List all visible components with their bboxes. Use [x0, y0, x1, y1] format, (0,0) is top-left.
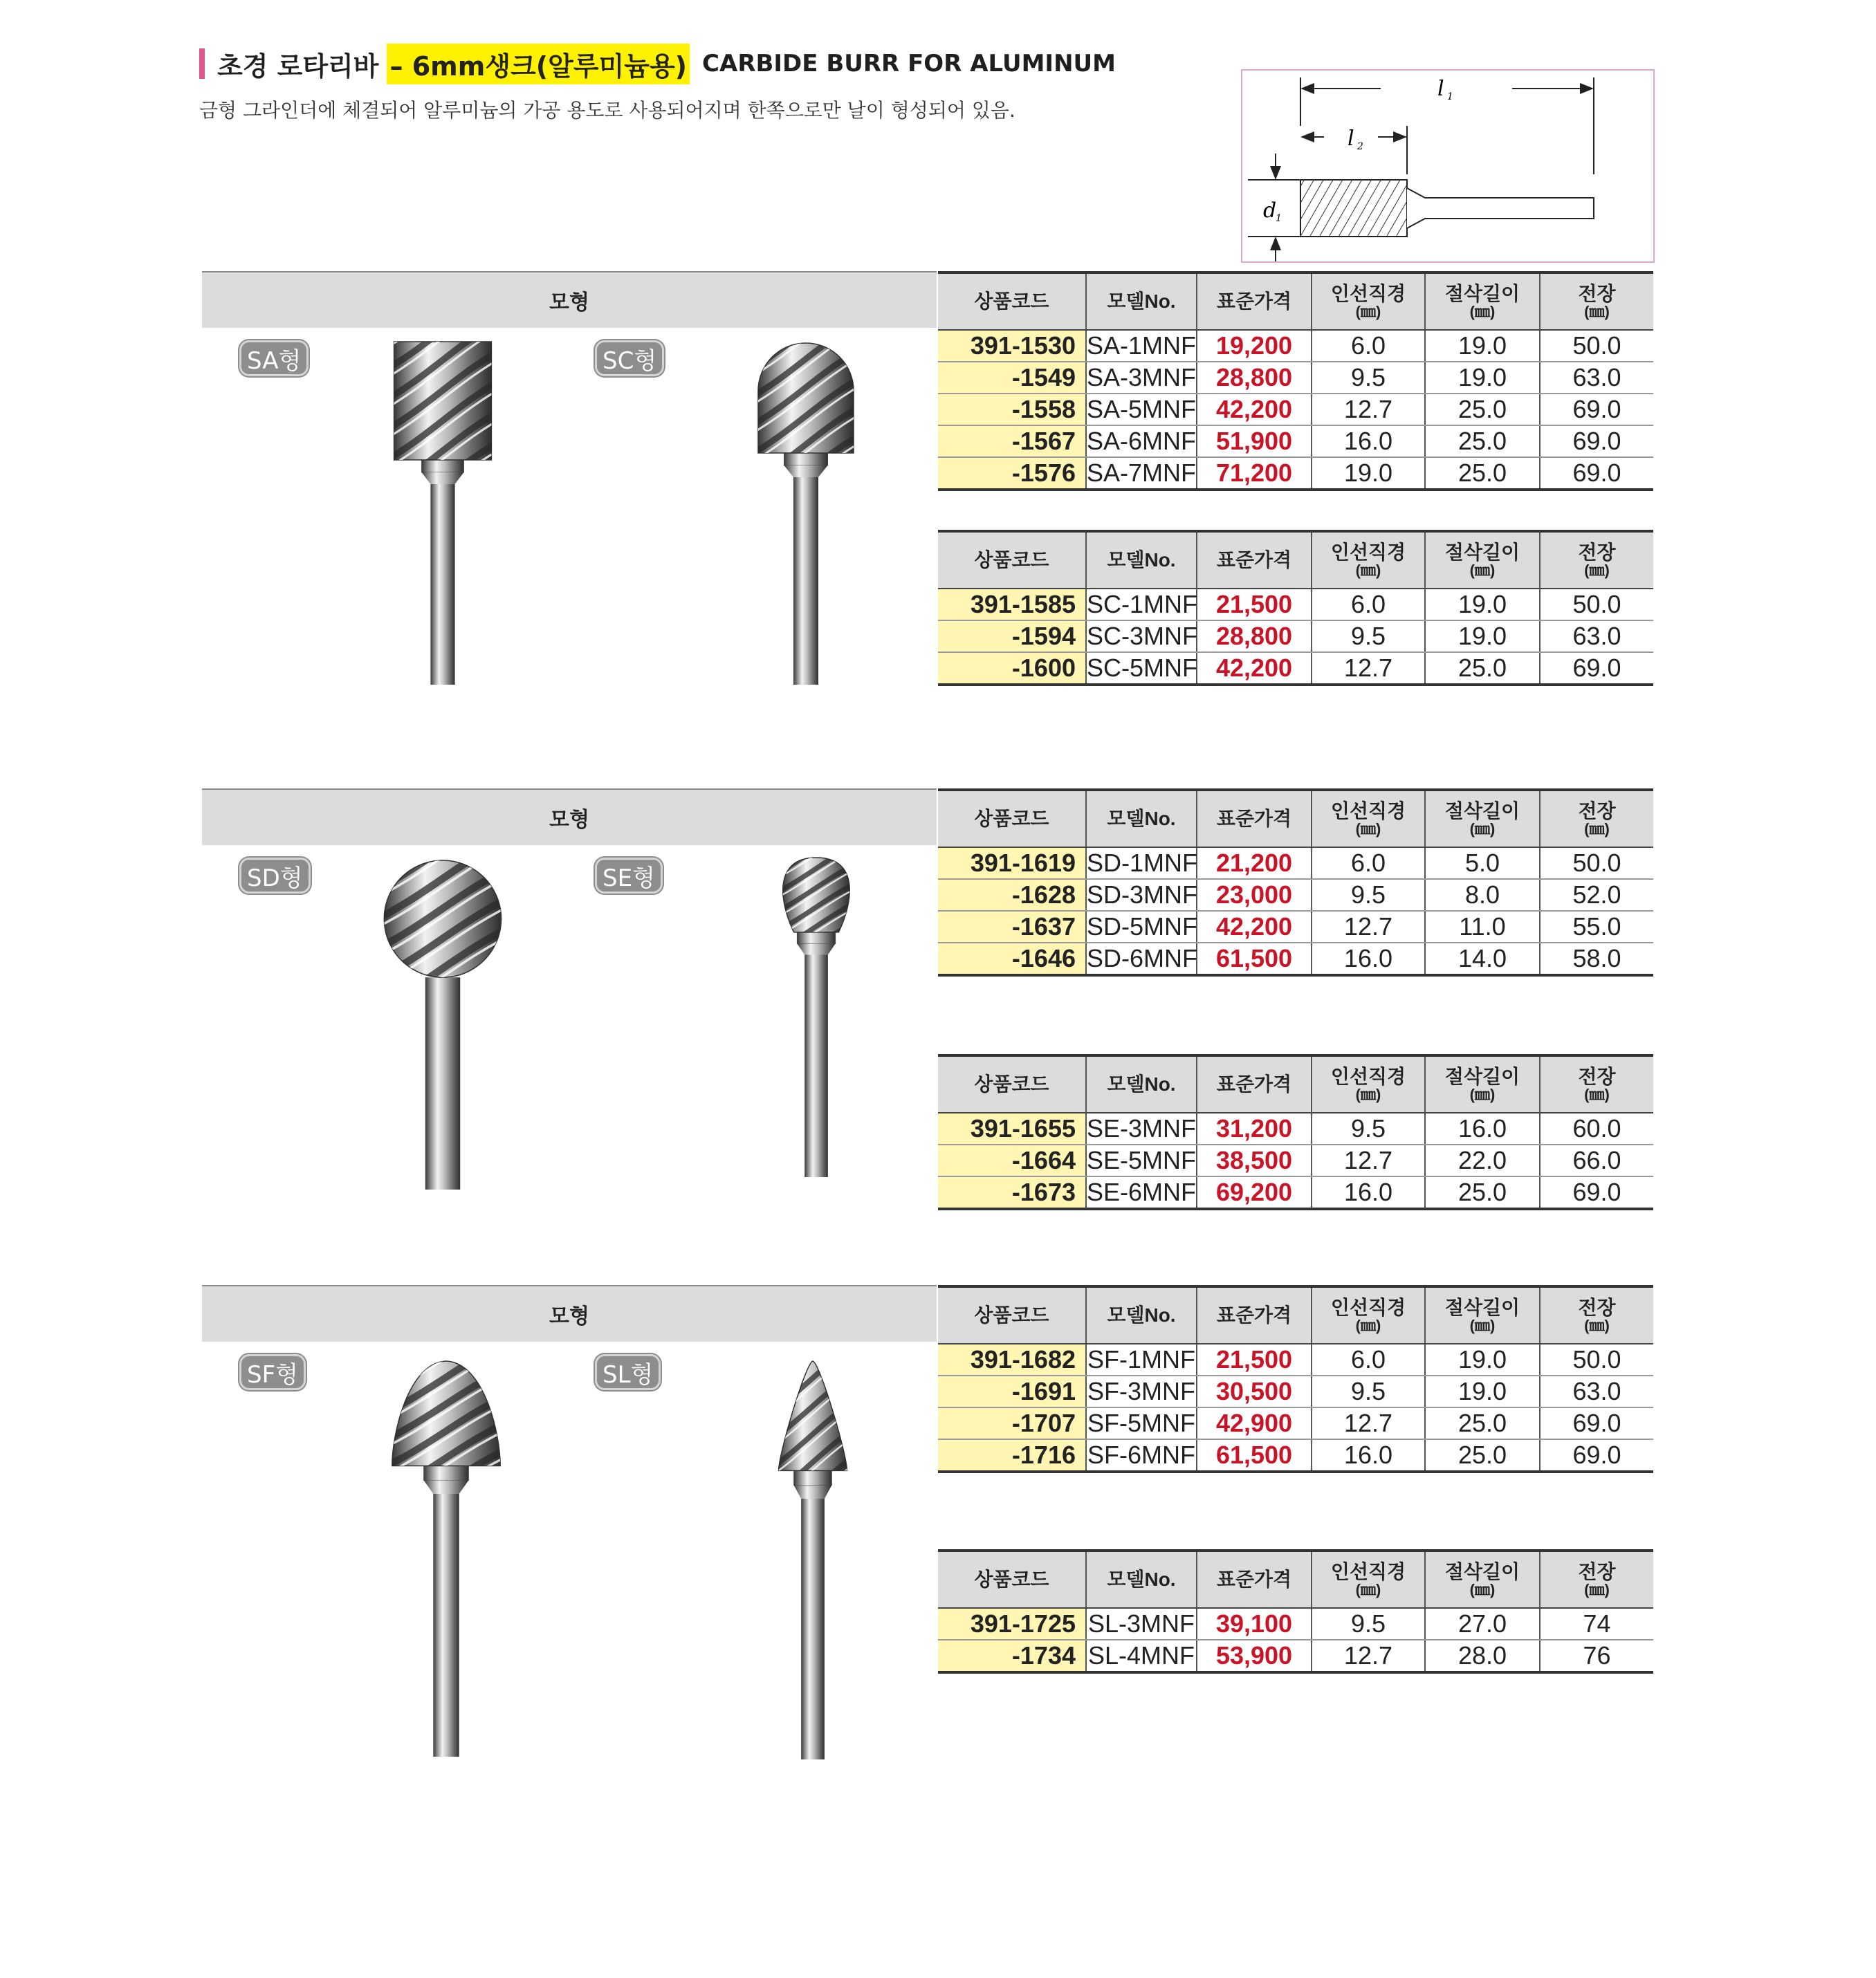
cell-dia: 16.0: [1312, 425, 1425, 457]
column-label: 모델No.: [1107, 549, 1176, 571]
column-header-code: [938, 272, 1086, 330]
column-header-code: [938, 790, 1086, 847]
column-label: 표준가격: [1216, 1304, 1292, 1327]
spec-table-sl: [938, 1549, 1653, 1674]
column-label: 모델No.: [1107, 808, 1176, 830]
table-header-row: [938, 790, 1653, 847]
cell-len: 55.0: [1540, 911, 1653, 943]
table-row: [938, 457, 1653, 490]
cell-price: 69,200: [1197, 1176, 1312, 1209]
cell-cut: 25.0: [1425, 394, 1540, 425]
cell-model: SA-6MNF: [1086, 425, 1197, 457]
sc-burr-image: [754, 339, 858, 685]
cell-len: 69.0: [1540, 1407, 1653, 1439]
cell-cut: 11.0: [1425, 911, 1540, 943]
cell-dia: 12.7: [1312, 1145, 1425, 1176]
burr-drawing: [768, 1358, 858, 1759]
cell-model: SA-5MNF: [1086, 394, 1197, 425]
cell-model: SD-5MNF: [1086, 911, 1197, 943]
column-label: 표준가격: [1216, 808, 1292, 830]
cell-len: 69.0: [1540, 652, 1653, 685]
cell-cut: 19.0: [1425, 362, 1540, 394]
column-header-dia: [1312, 272, 1425, 330]
burr-dimension-drawing: [1242, 71, 1653, 261]
burr-drawing: [754, 339, 858, 685]
column-label: 절삭길이: [1444, 541, 1520, 563]
column-header-cut: [1425, 272, 1540, 330]
column-header-price: [1197, 1055, 1312, 1113]
column-label: 전장: [1578, 1560, 1616, 1582]
cell-dia: 19.0: [1312, 457, 1425, 490]
column-header-code: [938, 531, 1086, 589]
cell-dia: 16.0: [1312, 1439, 1425, 1472]
cell-len: 50.0: [1540, 589, 1653, 620]
cell-model: SD-6MNF: [1086, 943, 1197, 975]
column-unit: (㎜): [1355, 1317, 1381, 1335]
column-header-cut: [1425, 1055, 1540, 1113]
sd-burr-image: [380, 858, 505, 1190]
cell-code: 391-1530: [938, 330, 1086, 362]
column-header-code: [938, 1551, 1086, 1608]
table-header-row: [938, 531, 1653, 589]
cell-model: SE-5MNF: [1086, 1145, 1197, 1176]
cell-dia: 9.5: [1312, 879, 1425, 911]
table-row: [938, 1113, 1653, 1145]
cell-dia: 6.0: [1312, 1344, 1425, 1376]
column-label: 상품코드: [974, 549, 1049, 571]
cell-cut: 25.0: [1425, 457, 1540, 490]
cell-cut: 25.0: [1425, 652, 1540, 685]
cell-price: 42,200: [1197, 652, 1312, 685]
table-row: [938, 879, 1653, 911]
badge-sa: SA형: [239, 340, 309, 376]
cell-price: 30,500: [1197, 1376, 1312, 1407]
spec-table-sd: [938, 788, 1653, 977]
cell-price: 61,500: [1197, 943, 1312, 975]
cell-code: -1673: [938, 1176, 1086, 1209]
cell-code: -1716: [938, 1439, 1086, 1472]
column-label: 상품코드: [974, 1304, 1049, 1327]
table-header-row: [938, 1551, 1653, 1608]
cell-cut: 25.0: [1425, 1439, 1540, 1472]
se-burr-image: [775, 855, 858, 1177]
cell-len: 50.0: [1540, 330, 1653, 362]
column-label: 표준가격: [1216, 1569, 1292, 1591]
cell-cut: 5.0: [1425, 847, 1540, 879]
table-row: [938, 911, 1653, 943]
column-label: 모델No.: [1107, 1073, 1176, 1096]
column-label: 상품코드: [974, 1073, 1049, 1096]
column-unit: (㎜): [1355, 562, 1381, 580]
cell-model: SC-5MNF: [1086, 652, 1197, 685]
cell-len: 50.0: [1540, 1344, 1653, 1376]
column-unit: (㎜): [1355, 303, 1381, 321]
column-unit: (㎜): [1584, 1317, 1610, 1335]
table-row: [938, 394, 1653, 425]
cell-len: 69.0: [1540, 1439, 1653, 1472]
cell-price: 42,200: [1197, 394, 1312, 425]
dimension-diagram: [1241, 69, 1655, 263]
cell-code: -1664: [938, 1145, 1086, 1176]
cell-code: -1707: [938, 1407, 1086, 1439]
column-label: 절삭길이: [1444, 282, 1520, 304]
column-unit: (㎜): [1469, 1581, 1496, 1599]
cell-model: SC-3MNF: [1086, 620, 1197, 652]
cell-model: SF-1MNF: [1086, 1344, 1197, 1376]
column-header-code: [938, 1286, 1086, 1344]
cell-cut: 28.0: [1425, 1640, 1540, 1672]
cell-code: -1567: [938, 425, 1086, 457]
cell-model: SA-1MNF: [1086, 330, 1197, 362]
column-label: 인선직경: [1330, 1296, 1406, 1318]
cell-dia: 9.5: [1312, 1113, 1425, 1145]
table-row: [938, 1145, 1653, 1176]
title-accent-bar: [199, 48, 205, 79]
cell-cut: 14.0: [1425, 943, 1540, 975]
table-row: [938, 589, 1653, 620]
cell-len: 66.0: [1540, 1145, 1653, 1176]
column-label: 모델No.: [1107, 290, 1176, 313]
cell-cut: 8.0: [1425, 879, 1540, 911]
cell-len: 50.0: [1540, 847, 1653, 879]
column-header-len: [1540, 790, 1653, 847]
cell-price: 39,100: [1197, 1608, 1312, 1640]
cell-code: -1646: [938, 943, 1086, 975]
spec-table-sf: [938, 1285, 1653, 1473]
cell-code: -1594: [938, 620, 1086, 652]
cell-cut: 27.0: [1425, 1608, 1540, 1640]
column-label: 인선직경: [1330, 799, 1406, 822]
cell-code: -1600: [938, 652, 1086, 685]
column-label: 모델No.: [1107, 1304, 1176, 1327]
cell-model: SL-3MNF: [1086, 1608, 1197, 1640]
column-label: 인선직경: [1330, 1065, 1406, 1087]
badge-sl: SL형: [595, 1354, 661, 1390]
title-korean: 초경 로타리바: [217, 50, 379, 82]
cell-dia: 12.7: [1312, 911, 1425, 943]
cell-dia: 9.5: [1312, 362, 1425, 394]
column-unit: (㎜): [1469, 562, 1496, 580]
cell-price: 42,200: [1197, 911, 1312, 943]
column-header-model: [1086, 272, 1197, 330]
cell-len: 63.0: [1540, 362, 1653, 394]
column-label: 표준가격: [1216, 549, 1292, 571]
column-label: 절삭길이: [1444, 1065, 1520, 1087]
column-unit: (㎜): [1584, 303, 1610, 321]
cell-dia: 12.7: [1312, 1640, 1425, 1672]
badge-se: SE형: [595, 858, 663, 894]
column-unit: (㎜): [1469, 303, 1496, 321]
column-header-cut: [1425, 790, 1540, 847]
column-label: 상품코드: [974, 1569, 1049, 1591]
badge-sc: SC형: [595, 340, 664, 376]
column-header-len: [1540, 531, 1653, 589]
column-header-len: [1540, 272, 1653, 330]
cell-price: 28,800: [1197, 362, 1312, 394]
column-label: 전장: [1578, 282, 1616, 304]
badge-sf: SF형: [239, 1354, 306, 1390]
cell-price: 31,200: [1197, 1113, 1312, 1145]
cell-len: 52.0: [1540, 879, 1653, 911]
cell-len: 58.0: [1540, 943, 1653, 975]
column-label: 모델No.: [1107, 1569, 1176, 1591]
column-unit: (㎜): [1469, 1086, 1496, 1104]
cell-cut: 25.0: [1425, 425, 1540, 457]
l2-label: l: [1348, 127, 1354, 151]
column-header-len: [1540, 1055, 1653, 1113]
column-header-dia: [1312, 1055, 1425, 1113]
column-label: 전장: [1578, 541, 1616, 563]
cell-price: 38,500: [1197, 1145, 1312, 1176]
table-row: [938, 943, 1653, 975]
sa-burr-image: [387, 339, 498, 685]
column-unit: (㎜): [1355, 1086, 1381, 1104]
cell-cut: 22.0: [1425, 1145, 1540, 1176]
column-header-dia: [1312, 531, 1425, 589]
cell-code: 391-1655: [938, 1113, 1086, 1145]
column-label: 표준가격: [1216, 290, 1292, 313]
column-unit: (㎜): [1584, 820, 1610, 838]
table-row: [938, 847, 1653, 879]
cell-price: 21,500: [1197, 589, 1312, 620]
burr-drawing: [387, 1358, 505, 1757]
burr-drawing: [775, 855, 858, 1177]
cell-model: SL-4MNF: [1086, 1640, 1197, 1672]
table-row: [938, 1439, 1653, 1472]
column-unit: (㎜): [1584, 1086, 1610, 1104]
cell-price: 71,200: [1197, 457, 1312, 490]
cell-code: -1558: [938, 394, 1086, 425]
column-header-cut: [1425, 1551, 1540, 1608]
column-header-price: [1197, 531, 1312, 589]
d1-subscript: 1: [1276, 213, 1282, 224]
cell-model: SF-5MNF: [1086, 1407, 1197, 1439]
column-label: 전장: [1578, 799, 1616, 822]
cell-model: SF-6MNF: [1086, 1439, 1197, 1472]
cell-code: -1691: [938, 1376, 1086, 1407]
model-header: 모형: [202, 788, 937, 845]
cell-model: SE-6MNF: [1086, 1176, 1197, 1209]
cell-cut: 16.0: [1425, 1113, 1540, 1145]
cell-dia: 16.0: [1312, 1176, 1425, 1209]
table-row: [938, 1344, 1653, 1376]
table-row: [938, 1376, 1653, 1407]
cell-model: SD-3MNF: [1086, 879, 1197, 911]
column-label: 전장: [1578, 1065, 1616, 1087]
l2-subscript: 2: [1357, 141, 1363, 152]
cell-model: SD-1MNF: [1086, 847, 1197, 879]
burr-drawing: [387, 339, 498, 685]
cell-code: -1576: [938, 457, 1086, 490]
title-english: CARBIDE BURR FOR ALUMINUM: [702, 50, 1116, 77]
cell-dia: 16.0: [1312, 943, 1425, 975]
cell-dia: 6.0: [1312, 847, 1425, 879]
cell-price: 23,000: [1197, 879, 1312, 911]
cell-model: SE-3MNF: [1086, 1113, 1197, 1145]
sf-burr-image: [387, 1358, 505, 1757]
cell-cut: 19.0: [1425, 1376, 1540, 1407]
cell-code: -1734: [938, 1640, 1086, 1672]
cell-code: -1637: [938, 911, 1086, 943]
cell-code: -1549: [938, 362, 1086, 394]
column-label: 인선직경: [1330, 1560, 1406, 1582]
column-label: 절삭길이: [1444, 799, 1520, 822]
cell-model: SC-1MNF: [1086, 589, 1197, 620]
table-row: [938, 620, 1653, 652]
column-header-len: [1540, 1551, 1653, 1608]
column-header-len: [1540, 1286, 1653, 1344]
cell-code: 391-1585: [938, 589, 1086, 620]
column-header-price: [1197, 790, 1312, 847]
cell-price: 61,500: [1197, 1439, 1312, 1472]
column-label: 인선직경: [1330, 282, 1406, 304]
column-label: 표준가격: [1216, 1073, 1292, 1096]
cell-code: 391-1619: [938, 847, 1086, 879]
burr-drawing: [380, 858, 505, 1190]
cell-dia: 12.7: [1312, 652, 1425, 685]
cell-dia: 9.5: [1312, 620, 1425, 652]
column-unit: (㎜): [1584, 1581, 1610, 1599]
cell-dia: 9.5: [1312, 1376, 1425, 1407]
cell-len: 74: [1540, 1608, 1653, 1640]
column-label: 상품코드: [974, 290, 1049, 313]
column-header-cut: [1425, 531, 1540, 589]
table-header-row: [938, 1055, 1653, 1113]
cell-len: 69.0: [1540, 457, 1653, 490]
column-unit: (㎜): [1469, 1317, 1496, 1335]
table-row: [938, 1407, 1653, 1439]
cell-price: 21,500: [1197, 1344, 1312, 1376]
column-header-price: [1197, 1286, 1312, 1344]
column-header-price: [1197, 1551, 1312, 1608]
table-row: [938, 1176, 1653, 1209]
table-row: [938, 330, 1653, 362]
cell-cut: 19.0: [1425, 620, 1540, 652]
column-header-code: [938, 1055, 1086, 1113]
cell-price: 28,800: [1197, 620, 1312, 652]
cell-len: 76: [1540, 1640, 1653, 1672]
badge-sd: SD형: [239, 858, 311, 894]
table-header-row: [938, 272, 1653, 330]
title-highlight: – 6mm생크(알루미늄용): [387, 44, 690, 84]
column-header-model: [1086, 1551, 1197, 1608]
cell-cut: 25.0: [1425, 1176, 1540, 1209]
cell-code: 391-1682: [938, 1344, 1086, 1376]
cell-price: 19,200: [1197, 330, 1312, 362]
cell-code: 391-1725: [938, 1608, 1086, 1640]
cell-dia: 12.7: [1312, 1407, 1425, 1439]
subtitle: 금형 그라인더에 체결되어 알루미늄의 가공 용도로 사용되어지며 한쪽으로만 날이 형성되어 있음.: [199, 99, 1015, 122]
column-unit: (㎜): [1584, 562, 1610, 580]
cell-len: 63.0: [1540, 620, 1653, 652]
l1-label: l: [1437, 77, 1444, 101]
cell-model: SF-3MNF: [1086, 1376, 1197, 1407]
cell-price: 51,900: [1197, 425, 1312, 457]
model-header: 모형: [202, 1285, 937, 1342]
spec-table-sc: [938, 530, 1653, 686]
column-label: 절삭길이: [1444, 1560, 1520, 1582]
cell-dia: 9.5: [1312, 1608, 1425, 1640]
sl-burr-image: [768, 1358, 858, 1759]
column-header-cut: [1425, 1286, 1540, 1344]
cell-cut: 19.0: [1425, 330, 1540, 362]
cell-price: 21,200: [1197, 847, 1312, 879]
table-row: [938, 425, 1653, 457]
column-header-price: [1197, 272, 1312, 330]
table-row: [938, 1608, 1653, 1640]
column-label: 전장: [1578, 1296, 1616, 1318]
column-header-model: [1086, 1286, 1197, 1344]
cell-code: -1628: [938, 879, 1086, 911]
column-unit: (㎜): [1355, 820, 1381, 838]
cell-len: 69.0: [1540, 1176, 1653, 1209]
table-row: [938, 1640, 1653, 1672]
cell-dia: 6.0: [1312, 330, 1425, 362]
page-title: [199, 43, 1116, 84]
cell-len: 69.0: [1540, 394, 1653, 425]
cell-len: 60.0: [1540, 1113, 1653, 1145]
column-header-dia: [1312, 1551, 1425, 1608]
column-unit: (㎜): [1355, 1581, 1381, 1599]
table-row: [938, 652, 1653, 685]
l1-subscript: 1: [1447, 91, 1453, 102]
model-header: 모형: [202, 271, 937, 328]
cell-model: SA-3MNF: [1086, 362, 1197, 394]
column-label: 절삭길이: [1444, 1296, 1520, 1318]
cell-cut: 19.0: [1425, 589, 1540, 620]
table-row: [938, 362, 1653, 394]
table-header-row: [938, 1286, 1653, 1344]
cell-price: 42,900: [1197, 1407, 1312, 1439]
spec-table-sa: [938, 271, 1653, 491]
column-header-model: [1086, 1055, 1197, 1113]
cell-dia: 12.7: [1312, 394, 1425, 425]
cell-len: 69.0: [1540, 425, 1653, 457]
cell-dia: 6.0: [1312, 589, 1425, 620]
cell-price: 53,900: [1197, 1640, 1312, 1672]
column-unit: (㎜): [1469, 820, 1496, 838]
d1-label: d: [1263, 198, 1277, 223]
column-header-model: [1086, 531, 1197, 589]
column-header-model: [1086, 790, 1197, 847]
cell-len: 63.0: [1540, 1376, 1653, 1407]
cell-model: SA-7MNF: [1086, 457, 1197, 490]
column-header-dia: [1312, 790, 1425, 847]
column-label: 인선직경: [1330, 541, 1406, 563]
column-label: 상품코드: [974, 808, 1049, 830]
column-header-dia: [1312, 1286, 1425, 1344]
spec-table-se: [938, 1054, 1653, 1210]
cell-cut: 19.0: [1425, 1344, 1540, 1376]
cell-cut: 25.0: [1425, 1407, 1540, 1439]
